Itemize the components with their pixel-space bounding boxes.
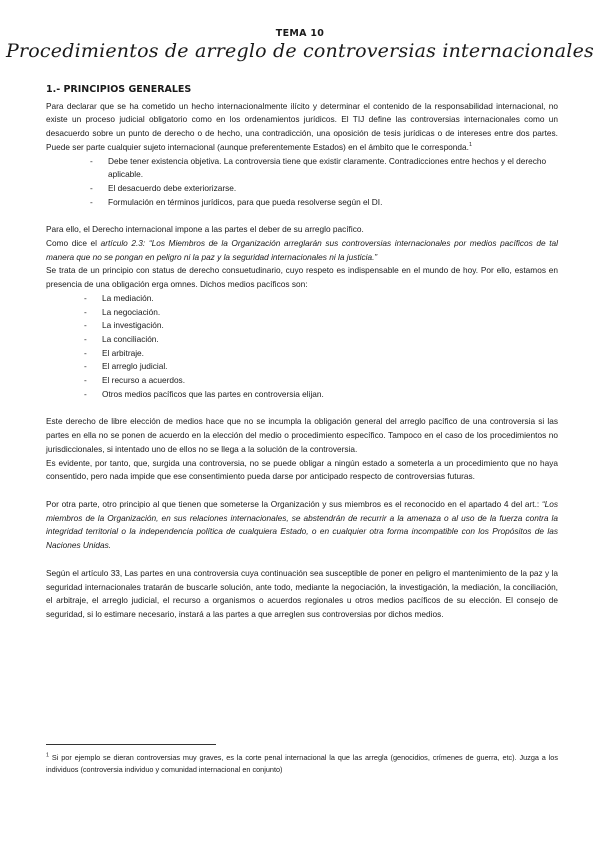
list-item: - La mediación. bbox=[84, 292, 154, 303]
list-item: - El arbitraje. bbox=[84, 347, 144, 358]
footnote: $^1$ Si por ejemplo se dieran controversias muy graves, es la corte penal internacional la que las arregla (genocidios, crímenes de guerra, etc). Juzga a los individuos (controversia individuo y comunidad internacional en conjunto) bbox=[46, 752, 558, 774]
footnote-divider bbox=[46, 744, 216, 745]
article-33-paragraph: Según el artículo 33, Las partes en una controversia cuya continuación sea susceptible de poner en peligro el mantenimiento de la paz y la seguridad internacionales tratarán de buscarle solución, ante todo, mediante la negociación, la investigación, la mediación, la conciliación, el arbitraje, el arreglo judicial, el recurso a organismos o acuerdos regionales u otros medios pacíficos de su elección. El consejo de seguridad, si lo estimare necesario, instará a las partes a que arreglen sus controversias por dichos medios. bbox=[46, 567, 558, 619]
page-title: Procedimientos de arreglo de controversias internacionales bbox=[6, 40, 594, 62]
list-item: - El desacuerdo debe exteriorizarse. bbox=[90, 182, 237, 193]
list-item: - Formulación en términos jurídicos, para que pueda resolverse según el DI. bbox=[90, 196, 383, 207]
list-item: - Debe tener existencia objetiva. La controversia tiene que existir claramente. Contradicciones entre hechos y el derecho aplicable. bbox=[90, 155, 547, 180]
article-2-4-paragraph: Por otra parte, otro principio al que tienen que someterse la Organización y sus miembros es el reconocido en el apartado 4 del art.: “Los miembros de la Organización, en sus relaciones internacionales, se abstendrán de recurrir a la amenaza o al uso de la fuerza contra la integridad territorial o la independencia política de cualquiera Estado, o en cualquier otra forma incompatible con los Propósitos de las Naciones Unidas. bbox=[46, 498, 558, 551]
list-item: - Otros medios pacíficos que las partes en controversia elijan. bbox=[84, 388, 324, 399]
list-item: - La negociación. bbox=[84, 306, 161, 317]
obligation-paragraph: Para ello, el Derecho internacional impone a las partes el deber de su arreglo pacífico. bbox=[46, 224, 364, 235]
section-heading: 1.- PRINCIPIOS GENERALES bbox=[46, 84, 192, 95]
list-item: - El recurso a acuerdos. bbox=[84, 375, 186, 386]
article-2-3-paragraph: Como dice el artículo 2.3: “Los Miembros de la Organización arreglarán sus controversias internacionales por medios pacíficos de tal manera que no se pongan en peligro ni la paz y la seguridad internacionales ni la justicia.” bbox=[46, 238, 558, 262]
evident-paragraph: Es evidente, por tanto, que, surgida una controversia, no se puede obligar a ningún estado a someterla a un procedimiento que no haya consentido, pero nada impide que ese consentimiento pueda darse por anticipado respecto de controversias futuras. bbox=[46, 457, 558, 482]
list-item: - La investigación. bbox=[84, 320, 164, 331]
list-item: - El arreglo judicial. bbox=[84, 361, 168, 372]
list-item: - La conciliación. bbox=[84, 333, 159, 344]
document-body bbox=[46, 83, 558, 622]
intro-paragraph: Para declarar que se ha cometido un hecho internacionalmente ilícito y determinar el contenido de la responsabilidad internacional, no existe un proceso judicial obligatorio como en los ordenamientos jurídicos. El TIJ define las controversias internacionales como un desacuerdo sobre un punto de derecho o de hecho, una contradicción, una oposición de tesis jurídicas o de intereses entre dos partes. Puede ser parte cualquier sujeto internacional (aunque preferentemente Estados) en el ámbito que le corresponda.$^1$ bbox=[46, 100, 558, 152]
footnote-ref[interactable]: 1 bbox=[468, 142, 473, 149]
peaceful-means-list bbox=[46, 292, 558, 402]
principle-paragraph: Se trata de un principio con status de derecho consuetudinario, cuyo respeto es indispensable en el mundo de hoy. Por ello, estamos en presencia de una obligación erga omnes. Dichos medios pacíficos son: bbox=[46, 265, 558, 290]
requirements-list bbox=[46, 155, 558, 210]
free-choice-paragraph: Este derecho de libre elección de medios hace que no se incumpla la obligación general del arreglo pacífico de una controversia si las partes en ella no se ponen de acuerdo en la elección del medio o procedimiento específico. Tampoco en el caso de los procedimientos no jurisdiccionales, si intentado uno de ellos no se llega a la solución de la controversia. bbox=[46, 416, 558, 454]
topic-number: TEMA 10 bbox=[275, 28, 325, 39]
